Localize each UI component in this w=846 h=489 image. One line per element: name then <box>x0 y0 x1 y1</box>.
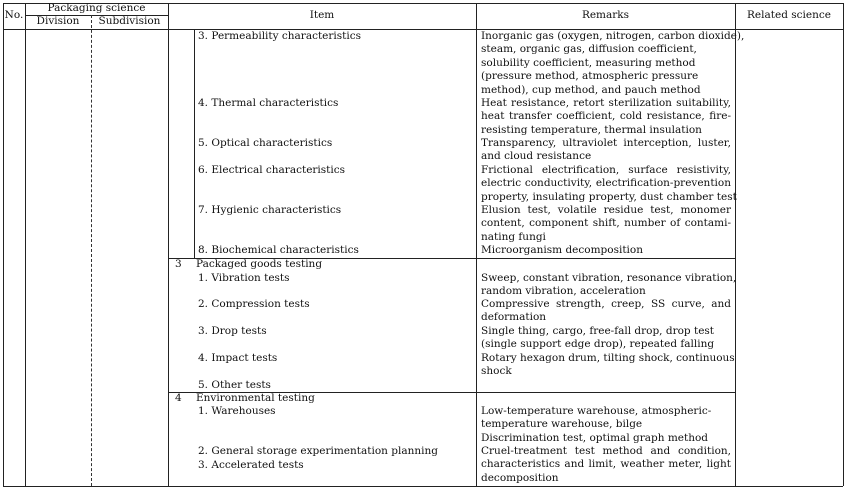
remarks-line: deformation <box>481 311 547 324</box>
header-subdivision: Subdivision <box>98 15 161 27</box>
remarks-cell <box>481 298 731 325</box>
header-no: No. <box>4 9 24 21</box>
remarks-line: Heat resistance, retort sterilization suitability, <box>481 97 731 109</box>
remarks-line: Rotary hexagon drum, tilting shock, continuous <box>481 352 735 364</box>
section-number: 3 <box>175 258 182 270</box>
remarks-line: Single thing, cargo, free-fall drop, drop test <box>481 325 715 337</box>
remarks-cell <box>481 97 731 137</box>
item-label: 4. Impact tests <box>198 352 278 364</box>
item-label: 1. Warehouses <box>198 405 276 417</box>
remarks-cell <box>481 272 737 299</box>
remarks-line: steam, organic gas, diffusion coefficient, <box>481 43 697 56</box>
remarks-line: Frictional electrification, surface resistivity, <box>481 164 731 176</box>
item-label: 5. Other tests <box>198 379 271 391</box>
remarks-cell <box>481 137 731 164</box>
remarks-line: Compressive strength, creep, SS curve, and <box>481 298 731 310</box>
remarks-cell <box>481 244 731 257</box>
item-label: 8. Biochemical characteristics <box>198 244 359 256</box>
remarks-line: heat transfer coefficient, cold resistance, fire- <box>481 110 731 123</box>
item-label: 2. General storage experimentation planning <box>198 445 438 457</box>
item-label: 5. Optical characteristics <box>198 137 333 149</box>
item-label: 2. Compression tests <box>198 298 310 310</box>
section-title: Environmental testing <box>196 392 315 404</box>
remarks-cell <box>481 30 745 97</box>
section-number: 4 <box>175 392 182 404</box>
remarks-line: Microorganism decomposition <box>481 244 644 256</box>
remarks-line: property, insulating property, dust chamber test <box>481 190 737 203</box>
remarks-line: electric conductivity, electrification-prevention <box>481 177 731 190</box>
item-label: 3. Drop tests <box>198 325 267 337</box>
header-division: Division <box>36 15 80 27</box>
header-item: Item <box>309 9 335 21</box>
remarks-cell <box>481 405 731 445</box>
remarks-line: nating fungi <box>481 230 546 243</box>
remarks-cell <box>481 164 737 204</box>
header-related-science: Related science <box>747 9 831 21</box>
remarks-cell <box>481 352 735 379</box>
item-label: 3. Permeability characteristics <box>198 30 362 42</box>
remarks-cell <box>481 204 731 244</box>
remarks-cell <box>481 325 731 352</box>
remarks-line: temperature warehouse, bilge <box>481 418 643 431</box>
item-label: 3. Accelerated tests <box>198 459 304 471</box>
header-remarks: Remarks <box>581 9 630 21</box>
remarks-line: method), cup method, and pauch method <box>481 83 701 96</box>
remarks-line: resisting temperature, thermal insulation <box>481 123 702 136</box>
remarks-line: (single support edge drop), repeated falling <box>481 338 715 351</box>
remarks-line: Inorganic gas (oxygen, nitrogen, carbon dioxide), <box>481 30 745 42</box>
item-label: 6. Electrical characteristics <box>198 164 346 176</box>
remarks-line: characteristics and limit, weather meter, light <box>481 458 731 471</box>
remarks-line: Elusion test, volatile residue test, monomer <box>481 204 731 216</box>
remarks-line: solubility coefficient, measuring method <box>481 56 696 69</box>
remarks-line: Low-temperature warehouse, atmospheric- <box>481 405 712 417</box>
remarks-line: Discrimination test, optimal graph method <box>481 431 709 444</box>
remarks-line: decomposition <box>481 471 559 484</box>
remarks-line: Transparency, ultraviolet interception, luster, <box>481 137 731 149</box>
remarks-cell <box>481 445 731 485</box>
section-title: Packaged goods testing <box>196 258 323 270</box>
item-label: 7. Hygienic characteristics <box>198 204 342 216</box>
remarks-line: Sweep, constant vibration, resonance vibration, <box>481 272 737 284</box>
item-label: 1. Vibration tests <box>198 272 290 284</box>
remarks-line: and cloud resistance <box>481 150 592 163</box>
remarks-line: content, component shift, number of contami- <box>481 217 731 230</box>
remarks-line: Cruel-treatment test method and condition, <box>481 445 731 457</box>
remarks-line: (pressure method, atmospheric pressure <box>481 70 699 83</box>
remarks-line: shock <box>481 365 512 378</box>
remarks-line: random vibration, acceleration <box>481 285 646 298</box>
item-label: 4. Thermal characteristics <box>198 97 339 109</box>
header-packaging-science: Packaging science <box>47 2 146 14</box>
